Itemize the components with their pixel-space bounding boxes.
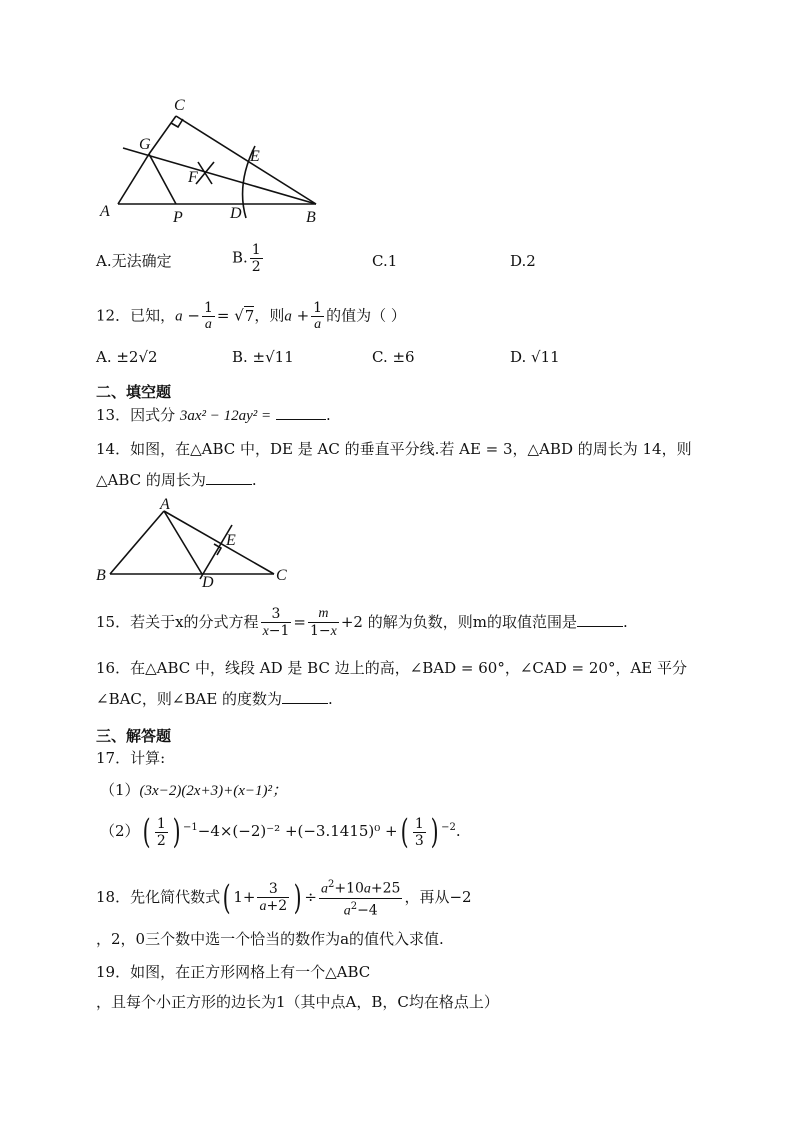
q12-option-a: A. ±2√2: [96, 348, 158, 366]
q11-option-c: C.1: [372, 252, 398, 270]
answer-blank: [577, 612, 623, 627]
q12-option-d: D. √11: [510, 348, 560, 366]
label-g: G: [139, 136, 151, 153]
question-19-line-2: ，且每个小正方形的边长为1（其中点A，B，C均在格点上）: [96, 993, 499, 1011]
answer-blank: [282, 689, 328, 704]
segment-gc: [149, 116, 176, 154]
segment-ad: [164, 511, 202, 574]
segment-gb-extended: [123, 148, 316, 204]
question-17-part-1: （1）(3x−2)(2x+3)+(x−1)²；: [100, 781, 287, 799]
answer-blank: [276, 405, 326, 420]
question-18-line-1: 18．先化简代数式( 1+ $\frac{3}{a+2}$ ) ÷ $\frac{a^2+10a+25}{a^2-4}$ ，再从−2: [96, 878, 472, 919]
q12-option-b: B. ±√11: [232, 348, 294, 366]
label-d: D: [230, 205, 242, 222]
question-12: 12．已知，a − $\frac{1}{a}$ = √7，则a + $\frac{1}{a}$ 的值为（ ）: [96, 300, 406, 332]
label-p: P: [173, 209, 183, 226]
label-b: B: [96, 567, 106, 584]
segment-cb: [176, 116, 316, 204]
label-d: D: [202, 574, 214, 589]
label-e: E: [226, 532, 236, 549]
segment-ba: [110, 511, 164, 574]
label-a: A: [100, 203, 110, 220]
q11-option-a: A.无法确定: [96, 252, 172, 270]
question-18-line-2: ，2，0三个数中选一个恰当的数作为a的值代入求值.: [96, 930, 444, 948]
label-b: B: [306, 209, 316, 226]
segment-ag: [118, 154, 149, 204]
question-16-line-1: 16．在△ABC 中，线段 AD 是 BC 边上的高，∠BAD = 60°，∠CAD = 20°，AE 平分: [96, 659, 688, 677]
question-19-line-1: 19．如图，在正方形网格上有一个△ABC: [96, 963, 371, 981]
question-16-line-2: ∠BAC，则∠BAE 的度数为 .: [96, 690, 333, 708]
segment-ac: [164, 511, 274, 574]
question-14-line-2: △ABC 的周长为 .: [96, 471, 257, 489]
answer-blank: [206, 470, 252, 485]
figure-2-triangle: [90, 497, 300, 589]
label-f: F: [188, 169, 198, 186]
q11-option-d: D.2: [510, 252, 536, 270]
label-e: E: [250, 148, 260, 165]
question-17-title: 17．计算:: [96, 749, 166, 767]
question-15: 15．若关于x的分式方程 $\frac{3}{x-1}$ = $\frac{m}{1-x}$ +2 的解为负数，则m的取值范围是 .: [96, 606, 628, 639]
question-17-part-2: （2）( $\frac{1}{2}$ ) $^{-1}$−4×(−2)⁻² +(−3.1415)⁰ +( $\frac{1}{3}$ ) $^{-2}$.: [100, 812, 461, 852]
q12-option-c: C. ±6: [372, 348, 415, 366]
section-2-title: 二、填空题: [96, 383, 172, 401]
question-13: 13．因式分 3ax² − 12ay² = .: [96, 406, 331, 424]
section-3-title: 三、解答题: [96, 727, 172, 745]
question-14-line-1: 14．如图，在△ABC 中，DE 是 AC 的垂直平分线.若 AE = 3，△ABD 的周长为 14，则: [96, 440, 692, 458]
label-a: A: [160, 497, 170, 513]
label-c: C: [174, 97, 185, 114]
q11-option-b: B. $\frac{1}{2}$: [232, 242, 261, 275]
label-c: C: [276, 567, 287, 584]
figure-1-triangle: [90, 88, 340, 228]
